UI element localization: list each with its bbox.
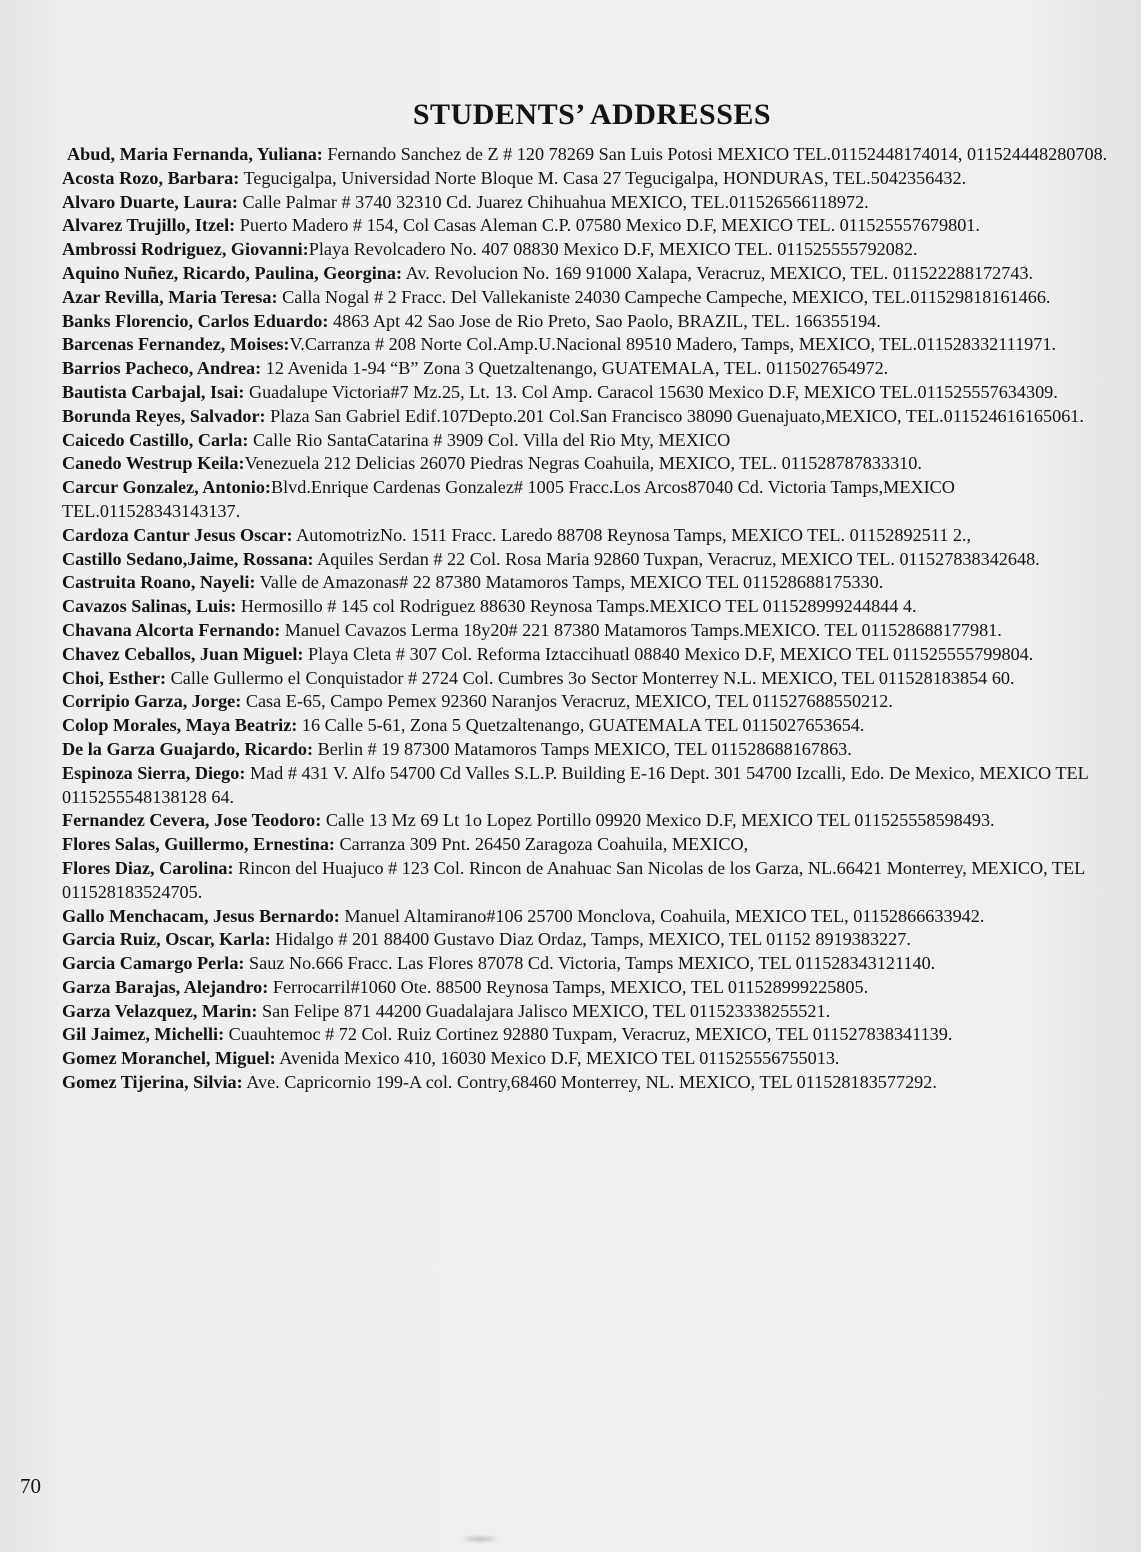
student-address: 16 Calle 5-61, Zona 5 Quetzaltenango, GUATEMALA TEL 0115027653654. [297, 715, 865, 736]
student-address: Cuauhtemoc # 72 Col. Ruiz Cortinez 92880 Tuxpam, Veracruz, MEXICO, TEL 011527838341139. [224, 1024, 953, 1045]
student-address: Hidalgo # 201 88400 Gustavo Diaz Ordaz, Tamps, MEXICO, TEL 01152 8919383227. [270, 929, 911, 950]
address-entry [62, 690, 1112, 714]
student-address: Manuel Altamirano#106 25700 Monclova, Coahuila, MEXICO TEL, 01152866633942. [339, 905, 985, 926]
student-address: Tegucigalpa, Universidad Norte Bloque M. Casa 27 Tegucigalpa, HONDURAS, TEL.5042356432. [239, 167, 967, 188]
student-name: Ambrossi Rodriguez, Giovanni: [62, 239, 309, 260]
page-number: 70 [20, 1474, 41, 1498]
address-entry [62, 833, 1112, 857]
student-address: Plaza San Gabriel Edif.107Depto.201 Col.San Francisco 38090 Guenajuato,MEXICO, TEL.011524616165061. [265, 405, 1084, 426]
student-address: Carranza 309 Pnt. 26450 Zaragoza Coahuila, MEXICO, [334, 834, 749, 855]
address-entry [62, 214, 1112, 238]
student-name: Banks Florencio, Carlos Eduardo: [62, 310, 329, 331]
student-name: Garcia Camargo Perla: [62, 953, 245, 974]
student-name: Barrios Pacheco, Andrea: [62, 358, 262, 379]
student-address: Aquiles Serdan # 22 Col. Rosa Maria 92860 Tuxpan, Veracruz, MEXICO TEL. 011527838342648. [313, 548, 1040, 569]
student-address: Valle de Amazonas# 22 87380 Matamoros Tamps, MEXICO TEL 011528688175330. [255, 572, 884, 593]
student-address: Calle Gullermo el Conquistador # 2724 Col. Cumbres 3o Sector Monterrey N.L. MEXICO, TEL 011528183854 60. [166, 667, 1015, 688]
student-name: Castruita Roano, Nayeli: [62, 572, 256, 593]
student-address: Puerto Madero # 154, Col Casas Aleman C.P. 07580 Mexico D.F, MEXICO TEL. 011525557679801. [235, 215, 980, 236]
address-entry [62, 524, 1112, 548]
address-entry [62, 191, 1112, 215]
student-address: Sauz No.666 Fracc. Las Flores 87078 Cd. Victoria, Tamps MEXICO, TEL 011528343121140. [244, 953, 936, 974]
student-name: Flores Diaz, Carolina: [62, 857, 234, 878]
student-address: Calla Nogal # 2 Fracc. Del Vallekaniste 24030 Campeche Campeche, MEXICO, TEL.011529818161466. [277, 286, 1051, 307]
address-entry [62, 429, 1112, 453]
student-address: Ferrocarril#1060 Ote. 88500 Reynosa Tamps, MEXICO, TEL 011528999225805. [268, 976, 869, 997]
student-address: 12 Avenida 1-94 “B” Zona 3 Quetzaltenango, GUATEMALA, TEL. 0115027654972. [261, 358, 889, 379]
address-entry [62, 143, 1112, 167]
address-entry [62, 167, 1112, 191]
student-name: Alvaro Duarte, Laura: [62, 191, 238, 212]
student-name: Garza Velazquez, Marin: [62, 1000, 258, 1021]
address-entry [62, 976, 1112, 1000]
student-address: 4863 Apt 42 Sao Jose de Rio Preto, Sao Paolo, BRAZIL, TEL. 166355194. [328, 310, 881, 331]
address-entry [62, 405, 1112, 429]
address-entry [62, 452, 1112, 476]
address-entry [62, 738, 1112, 762]
student-name: De la Garza Guajardo, Ricardo: [62, 738, 314, 759]
student-name: Acosta Rozo, Barbara: [62, 167, 240, 188]
address-entry [62, 571, 1112, 595]
address-entry [62, 928, 1112, 952]
address-entry [62, 619, 1112, 643]
address-entry [62, 1000, 1112, 1024]
student-address: Calle Palmar # 3740 32310 Cd. Juarez Chihuahua MEXICO, TEL.011526566118972. [237, 191, 869, 212]
address-entry [62, 905, 1112, 929]
student-name: Borunda Reyes, Salvador: [62, 405, 266, 426]
address-list [62, 143, 1112, 1095]
address-entry [62, 714, 1112, 738]
student-name: Corripio Garza, Jorge: [62, 691, 242, 712]
student-address: Guadalupe Victoria#7 Mz.25, Lt. 13. Col Amp. Caracol 15630 Mexico D.F, MEXICO TEL.011525557634309. [244, 381, 1058, 402]
student-name: Caicedo Castillo, Carla: [62, 429, 249, 450]
address-entry [62, 238, 1112, 262]
student-address: Fernando Sanchez de Z # 120 78269 San Luis Potosi MEXICO TEL.01152448174014, 011524448280708. [322, 144, 1108, 164]
student-address: Blvd.Enrique Cardenas Gonzalez# 1005 Fracc.Los Arcos87040 Cd. Victoria Tamps,MEXICO TEL.011528343143137. [62, 477, 955, 521]
student-address: Calle 13 Mz 69 Lt 1o Lopez Portillo 09920 Mexico D.F, MEXICO TEL 011525558598493. [321, 810, 995, 831]
student-name: Espinoza Sierra, Diego: [62, 762, 246, 783]
student-address: Avenida Mexico 410, 16030 Mexico D.F, MEXICO TEL 011525556755013. [275, 1048, 840, 1069]
student-name: Azar Revilla, Maria Teresa: [62, 286, 278, 307]
address-entry [62, 952, 1112, 976]
address-entry [62, 548, 1112, 572]
student-name: Chavez Ceballos, Juan Miguel: [62, 643, 304, 664]
student-address: Casa E-65, Campo Pemex 92360 Naranjos Veracruz, MEXICO, TEL 011527688550212. [241, 691, 893, 712]
student-address: Berlin # 19 87300 Matamoros Tamps MEXICO, TEL 011528688167863. [313, 738, 852, 759]
page-title: STUDENTS’ ADDRESSES [412, 98, 772, 131]
student-address: Mad # 431 V. Alfo 54700 Cd Valles S.L.P. Building E-16 Dept. 301 54700 Izcalli, Edo. De Mexico, MEXICO TEL 0115255548138128 64. [62, 762, 1089, 807]
student-name: Bautista Carbajal, Isai: [62, 381, 245, 402]
student-name: Chavana Alcorta Fernando: [62, 619, 281, 640]
student-name: Barcenas Fernandez, Moises: [62, 334, 290, 355]
student-address: Rincon del Huajuco # 123 Col. Rincon de Anahuac San Nicolas de los Garza, NL.66421 Monterrey, MEXICO, TEL 011528183524705. [62, 857, 1085, 902]
student-name: Flores Salas, Guillermo, Ernestina: [62, 834, 335, 855]
address-entry [62, 286, 1112, 310]
student-address: Venezuela 212 Delicias 26070 Piedras Negras Coahuila, MEXICO, TEL. 011528787833310. [244, 453, 922, 474]
student-name: Alvarez Trujillo, Itzel: [62, 215, 236, 236]
address-entry [62, 595, 1112, 619]
address-entry [62, 762, 1112, 810]
student-name: Gomez Moranchel, Miguel: [62, 1048, 276, 1069]
student-address: Playa Revolcadero No. 407 08830 Mexico D.F, MEXICO TEL. 011525555792082. [308, 239, 918, 260]
student-name: Choi, Esther: [62, 667, 167, 688]
address-entry [62, 476, 1112, 524]
student-address: Calle Rio SantaCatarina # 3909 Col. Villa del Rio Mty, MEXICO [248, 429, 731, 450]
address-entry [62, 809, 1112, 833]
address-entry [62, 381, 1112, 405]
address-entry [62, 1047, 1112, 1071]
student-name: Colop Morales, Maya Beatriz: [62, 715, 298, 736]
student-address: Av. Revolucion No. 169 91000 Xalapa, Veracruz, MEXICO, TEL. 011522288172743. [402, 262, 1034, 283]
student-name: Abud, Maria Fernanda, Yuliana: [67, 144, 323, 164]
student-address: AutomotrizNo. 1511 Fracc. Laredo 88708 Reynosa Tamps, MEXICO TEL. 01152892511 2., [292, 524, 972, 545]
student-address: V.Carranza # 208 Norte Col.Amp.U.Nacional 89510 Madero, Tamps, MEXICO, TEL.011528332111971. [289, 334, 1057, 355]
student-name: Gallo Menchacam, Jesus Bernardo: [62, 905, 340, 926]
address-entry [62, 262, 1112, 286]
student-name: Fernandez Cevera, Jose Teodoro: [62, 810, 322, 831]
student-name: Carcur Gonzalez, Antonio: [62, 477, 271, 498]
student-name: Cardoza Cantur Jesus Oscar: [62, 524, 293, 545]
student-name: Garcia Ruiz, Oscar, Karla: [62, 929, 271, 950]
student-name: Garza Barajas, Alejandro: [62, 976, 269, 997]
student-address: Ave. Capricornio 199-A col. Contry,68460 Monterrey, NL. MEXICO, TEL 011528183577292. [242, 1072, 937, 1093]
student-name: Aquino Nuñez, Ricardo, Paulina, Georgina: [62, 262, 403, 283]
address-entry [62, 1071, 1112, 1095]
address-entry [62, 667, 1112, 691]
student-name: Gil Jaimez, Michelli: [62, 1024, 225, 1045]
address-entry [62, 1023, 1112, 1047]
address-entry [62, 357, 1112, 381]
address-entry [62, 857, 1112, 905]
student-address: Manuel Cavazos Lerma 18y20# 221 87380 Matamoros Tamps.MEXICO. TEL 011528688177981. [280, 619, 1002, 640]
address-entry [62, 333, 1112, 357]
student-address: San Felipe 871 44200 Guadalajara Jalisco MEXICO, TEL 011523338255521. [257, 1000, 831, 1021]
address-entry [62, 643, 1112, 667]
student-address: Playa Cleta # 307 Col. Reforma Iztaccihuatl 08840 Mexico D.F, MEXICO TEL 011525555799804. [303, 643, 1034, 664]
student-name: Canedo Westrup Keila: [62, 453, 245, 474]
student-address: Hermosillo # 145 col Rodriguez 88630 Reynosa Tamps.MEXICO TEL 011528999244844 4. [236, 596, 917, 617]
student-name: Castillo Sedano,Jaime, Rossana: [62, 548, 314, 569]
paper-smudge [460, 1534, 500, 1544]
student-name: Cavazos Salinas, Luis: [62, 596, 237, 617]
student-name: Gomez Tijerina, Silvia: [62, 1072, 243, 1093]
address-entry [62, 310, 1112, 334]
